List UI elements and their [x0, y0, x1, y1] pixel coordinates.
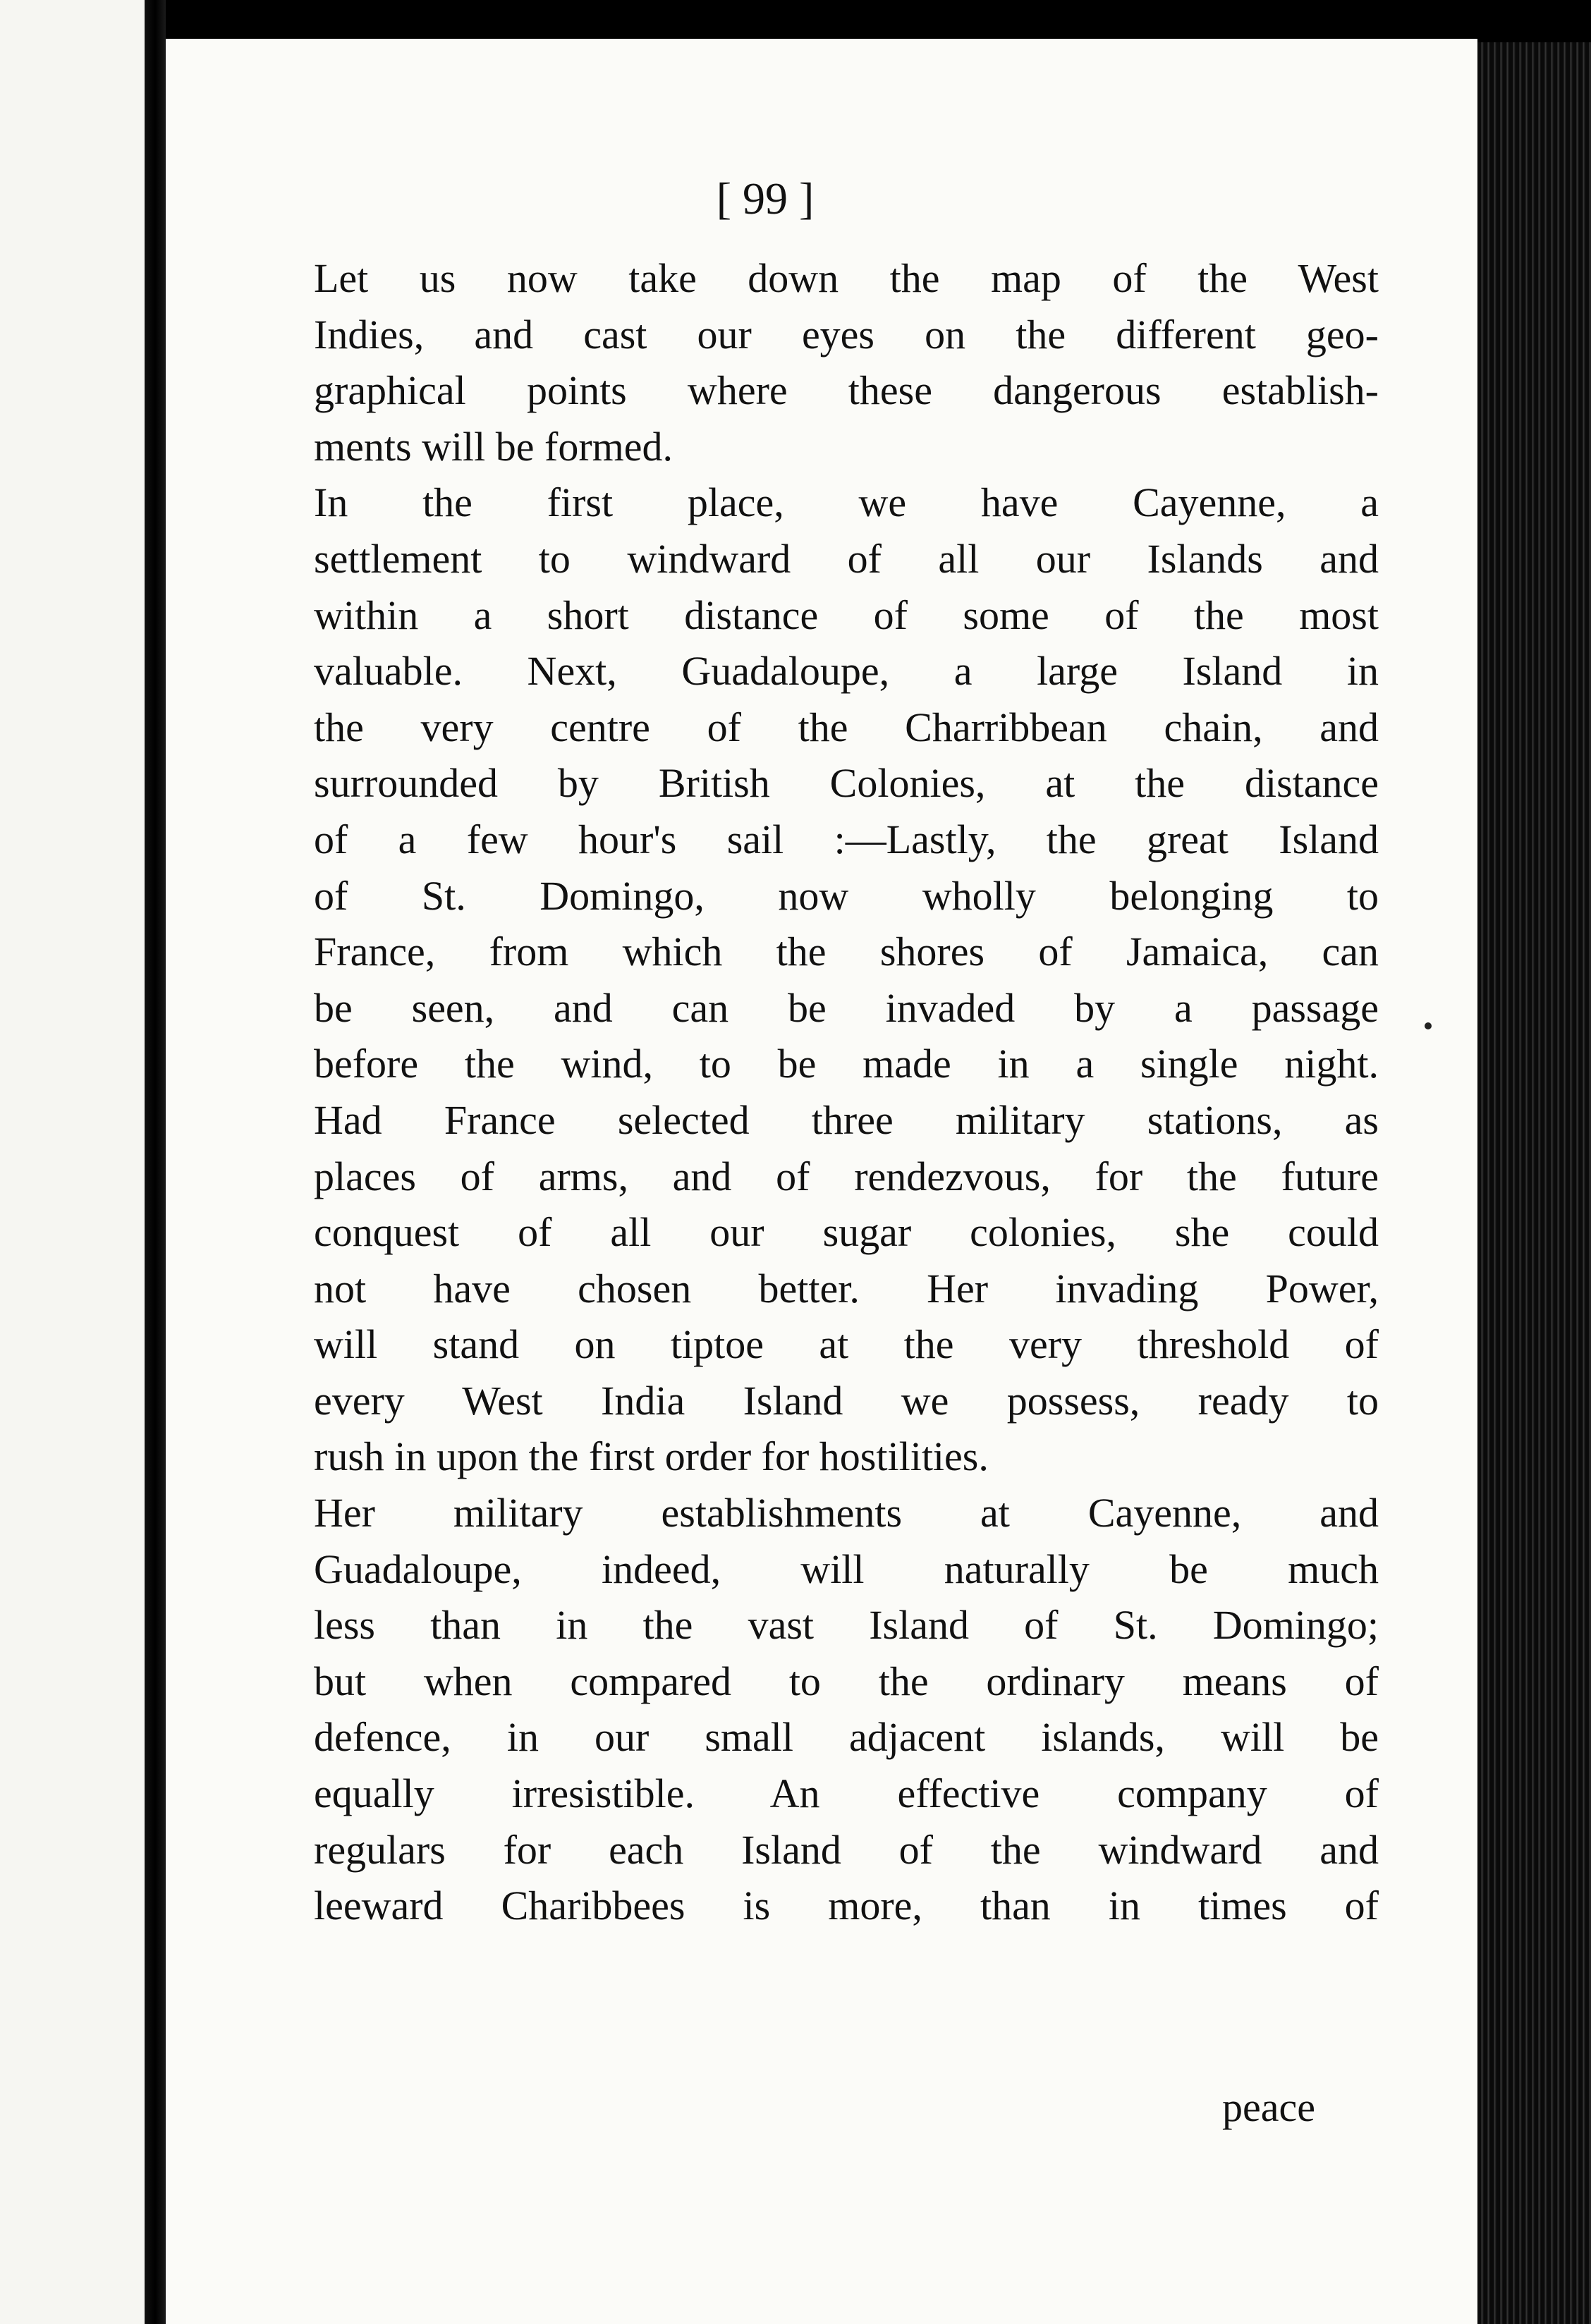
text-line: less than in the vast Island of St. Domingo;	[314, 1602, 1379, 1649]
page-number: [ 99 ]	[716, 173, 815, 224]
text-line: regulars for each Island of the windward and	[314, 1826, 1379, 1873]
book-gutter	[145, 0, 166, 2324]
page-fore-edge	[1477, 42, 1591, 2324]
text-line: not have chosen better. Her invading Power,	[314, 1265, 1379, 1311]
facing-page-edge	[0, 0, 145, 2324]
catchword: peace	[1222, 2084, 1315, 2130]
book-page	[166, 39, 1477, 2324]
text-line: before the wind, to be made in a single night.	[314, 1041, 1379, 1087]
text-line: Let us now take down the map of the West	[314, 255, 1379, 301]
text-line: places of arms, and of rendezvous, for the future	[314, 1153, 1379, 1199]
text-line: Had France selected three military stations, as	[314, 1096, 1379, 1143]
text-line: leeward Charibbees is more, than in times of	[314, 1883, 1379, 1929]
text-line: the very centre of the Charribbean chain, and	[314, 704, 1379, 750]
text-line: but when compared to the ordinary means of	[314, 1658, 1379, 1704]
text-line: graphical points where these dangerous establish-	[314, 367, 1379, 414]
text-line: equally irresistible. An effective company of	[314, 1770, 1379, 1817]
paragraph-1	[257, 250, 1379, 475]
text-line: rush in upon the first order for hostilities.	[314, 1433, 989, 1480]
text-line: every West India Island we possess, ready to	[314, 1377, 1379, 1424]
text-line: Guadaloupe, indeed, will naturally be much	[314, 1546, 1379, 1592]
text-line: Indies, and cast our eyes on the different geo-	[314, 311, 1379, 357]
text-line: defence, in our small adjacent islands, will be	[314, 1714, 1379, 1761]
text-line: be seen, and can be invaded by a passage	[314, 984, 1379, 1031]
body-text	[257, 250, 1379, 1934]
text-line: France, from which the shores of Jamaica, can	[314, 929, 1379, 975]
text-line: conquest of all our sugar colonies, she could	[314, 1209, 1379, 1256]
text-line: within a short distance of some of the most	[314, 592, 1379, 638]
paragraph-2	[257, 475, 1379, 1485]
text-line: will stand on tiptoe at the very threshold of	[314, 1321, 1379, 1368]
text-line: of a few hour's sail :—Lastly, the great Island	[314, 816, 1379, 862]
text-line: of St. Domingo, now wholly belonging to	[314, 872, 1379, 919]
text-line: Her military establishments at Cayenne, and	[314, 1490, 1379, 1536]
paragraph-3	[257, 1485, 1379, 1934]
text-line: ments will be formed.	[314, 423, 673, 470]
text-line: settlement to windward of all our Islands and	[314, 535, 1379, 582]
text-line: surrounded by British Colonies, at the distance	[314, 760, 1379, 807]
text-line: In the first place, we have Cayenne, a	[314, 479, 1379, 526]
text-line: valuable. Next, Guadaloupe, a large Island in	[314, 648, 1379, 695]
ink-speck	[1425, 1022, 1432, 1029]
